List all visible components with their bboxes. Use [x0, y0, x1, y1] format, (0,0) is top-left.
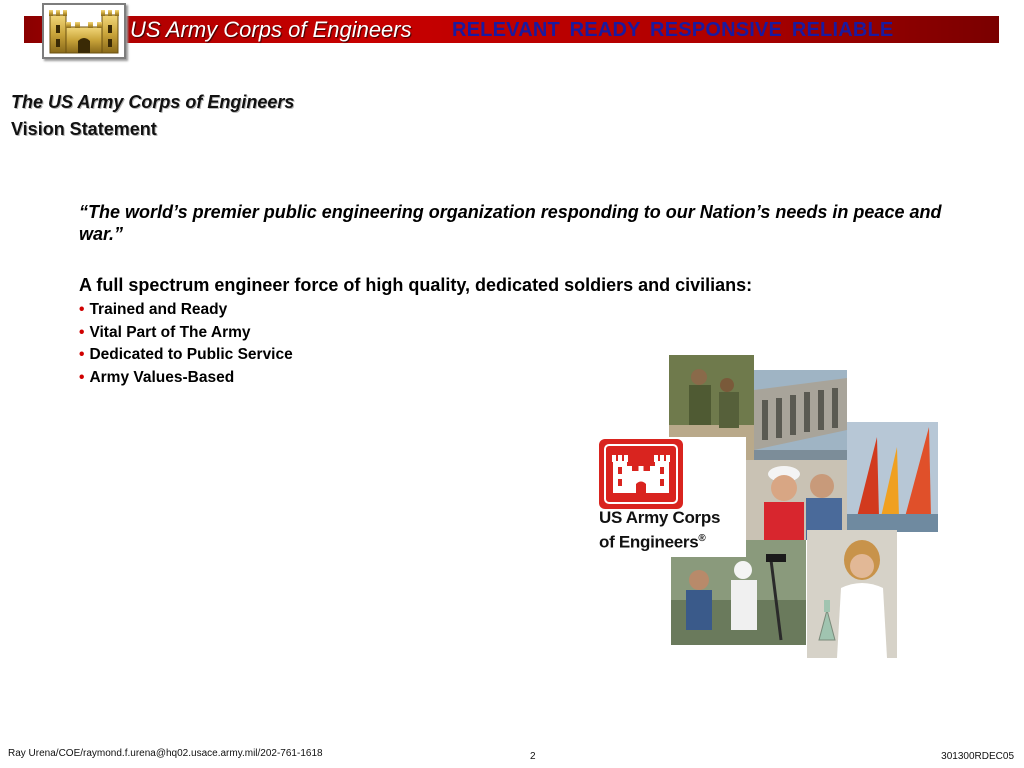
footer-contact: Ray Urena/COE/raymond.f.urena@hq02.usace.army.mil/202-761-1618: [8, 748, 323, 759]
bullet-text: Dedicated to Public Service: [89, 346, 293, 364]
brand-line2-text: of Engineers: [599, 532, 699, 552]
page-number: 2: [530, 751, 536, 762]
sailboats-photo: [847, 422, 938, 532]
list-item: [79, 368, 293, 391]
photo-collage: [596, 352, 940, 660]
list-item: [79, 323, 293, 346]
slide-subtitle: Vision Statement: [11, 119, 157, 139]
usace-castle-icon: [599, 439, 683, 509]
bullet-marker-icon: •: [79, 369, 85, 387]
vision-quote: “The world’s premier public engineering organization responding to our Nation’s needs in peace and war.”: [79, 202, 942, 244]
footer-code: 301300RDEC05: [941, 751, 1014, 762]
brand-line1: US Army Corps: [599, 508, 721, 527]
registered-mark: ®: [698, 533, 706, 544]
brand-line2: [599, 528, 749, 553]
list-item: [79, 345, 293, 368]
header-motto: RELEVANT READY RESPONSIVE RELIABLE: [452, 19, 894, 41]
lab-photo: [807, 530, 897, 658]
bullet-text: Vital Part of The Army: [89, 323, 251, 341]
bullet-list: [79, 300, 293, 391]
bullet-marker-icon: •: [79, 301, 85, 318]
bullet-text: Trained and Ready: [89, 301, 228, 318]
intro-text: A full spectrum engineer force of high quality, dedicated soldiers and civilians:: [79, 275, 753, 295]
usace-brand-text: [599, 507, 749, 553]
header-title: US Army Corps of Engineers: [130, 17, 412, 42]
workers-photo: [746, 460, 847, 540]
bullet-marker-icon: •: [79, 323, 85, 341]
bullet-text: Army Values-Based: [89, 369, 235, 387]
list-item: [79, 300, 293, 323]
castle-logo-icon: [42, 3, 126, 59]
slide-title: The US Army Corps of Engineers: [11, 92, 295, 112]
bullet-marker-icon: •: [79, 346, 85, 364]
